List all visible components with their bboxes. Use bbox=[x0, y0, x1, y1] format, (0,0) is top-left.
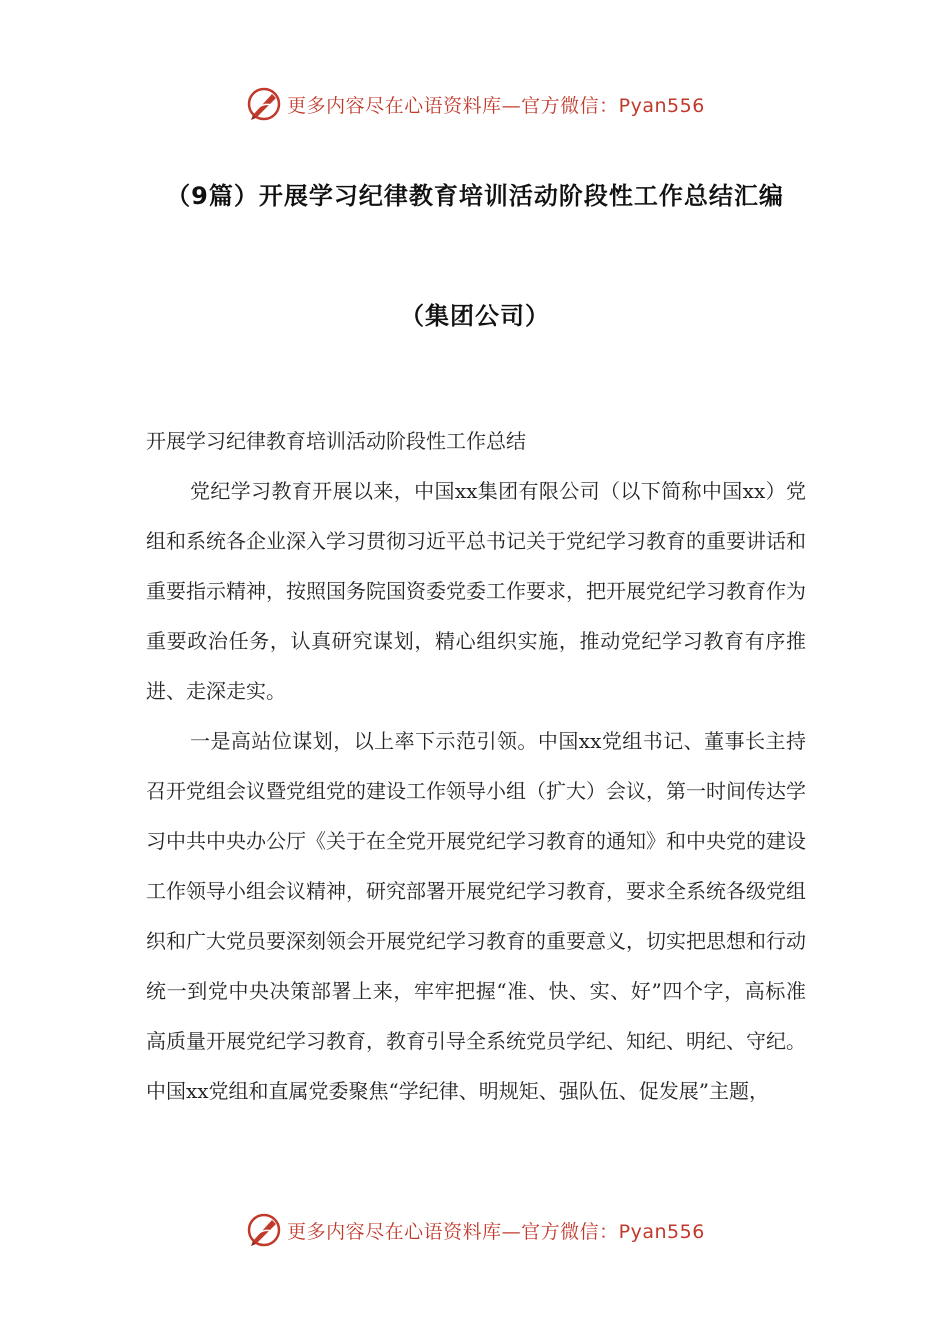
header-watermark bbox=[0, 82, 950, 126]
pen-logo-icon bbox=[245, 85, 283, 123]
watermark-text: 更多内容尽在心语资料库—官方微信：Pyan556 bbox=[287, 1220, 705, 1243]
pen-logo-icon bbox=[245, 1211, 283, 1249]
paragraph: 一是高站位谋划，以上率下示范引领。中国xx党组书记、董事长主持召开党组会议暨党组党的建设工作领导小组（扩大）会议，第一时间传达学习中共中央办公厅《关于在全党开展党纪学习教育的通知》和中央党的建设工作领导小组会议精神，研究部署开展党纪学习教育，要求全系统各级党组织和广大党员要深刻领会开展党纪学习教育的重要意义，切实把思想和行动统一到党中央决策部署上来，牢牢把握“准、快、实、好”四个字，高标准高质量开展党纪学习教育，教育引导全系统党员学纪、知纪、明纪、守纪。中国xx党组和直属党委聚焦“学纪律、明规矩、强队伍、促发展”主题， bbox=[146, 729, 806, 1103]
paragraph: 党纪学习教育开展以来，中国xx集团有限公司（以下简称中国xx）党组和系统各企业深入学习贯彻习近平总书记关于党纪学习教育的重要讲话和重要指示精神，按照国务院国资委党委工作要求，把开展党纪学习教育作为重要政治任务，认真研究谋划，精心组织实施，推动党纪学习教育有序推进、走深走实。 bbox=[146, 479, 806, 703]
document-body bbox=[146, 416, 806, 1116]
document-title: （9篇）开展学习纪律教育培训活动阶段性工作总结汇编 bbox=[166, 182, 784, 210]
watermark-text: 更多内容尽在心语资料库—官方微信：Pyan556 bbox=[287, 94, 705, 117]
wechat-id: Pyan556 bbox=[618, 1220, 705, 1243]
section-heading: 开展学习纪律教育培训活动阶段性工作总结 bbox=[146, 429, 526, 453]
footer-watermark bbox=[0, 1208, 950, 1252]
wechat-id: Pyan556 bbox=[618, 94, 705, 117]
document-subtitle: （集团公司） bbox=[400, 302, 550, 330]
